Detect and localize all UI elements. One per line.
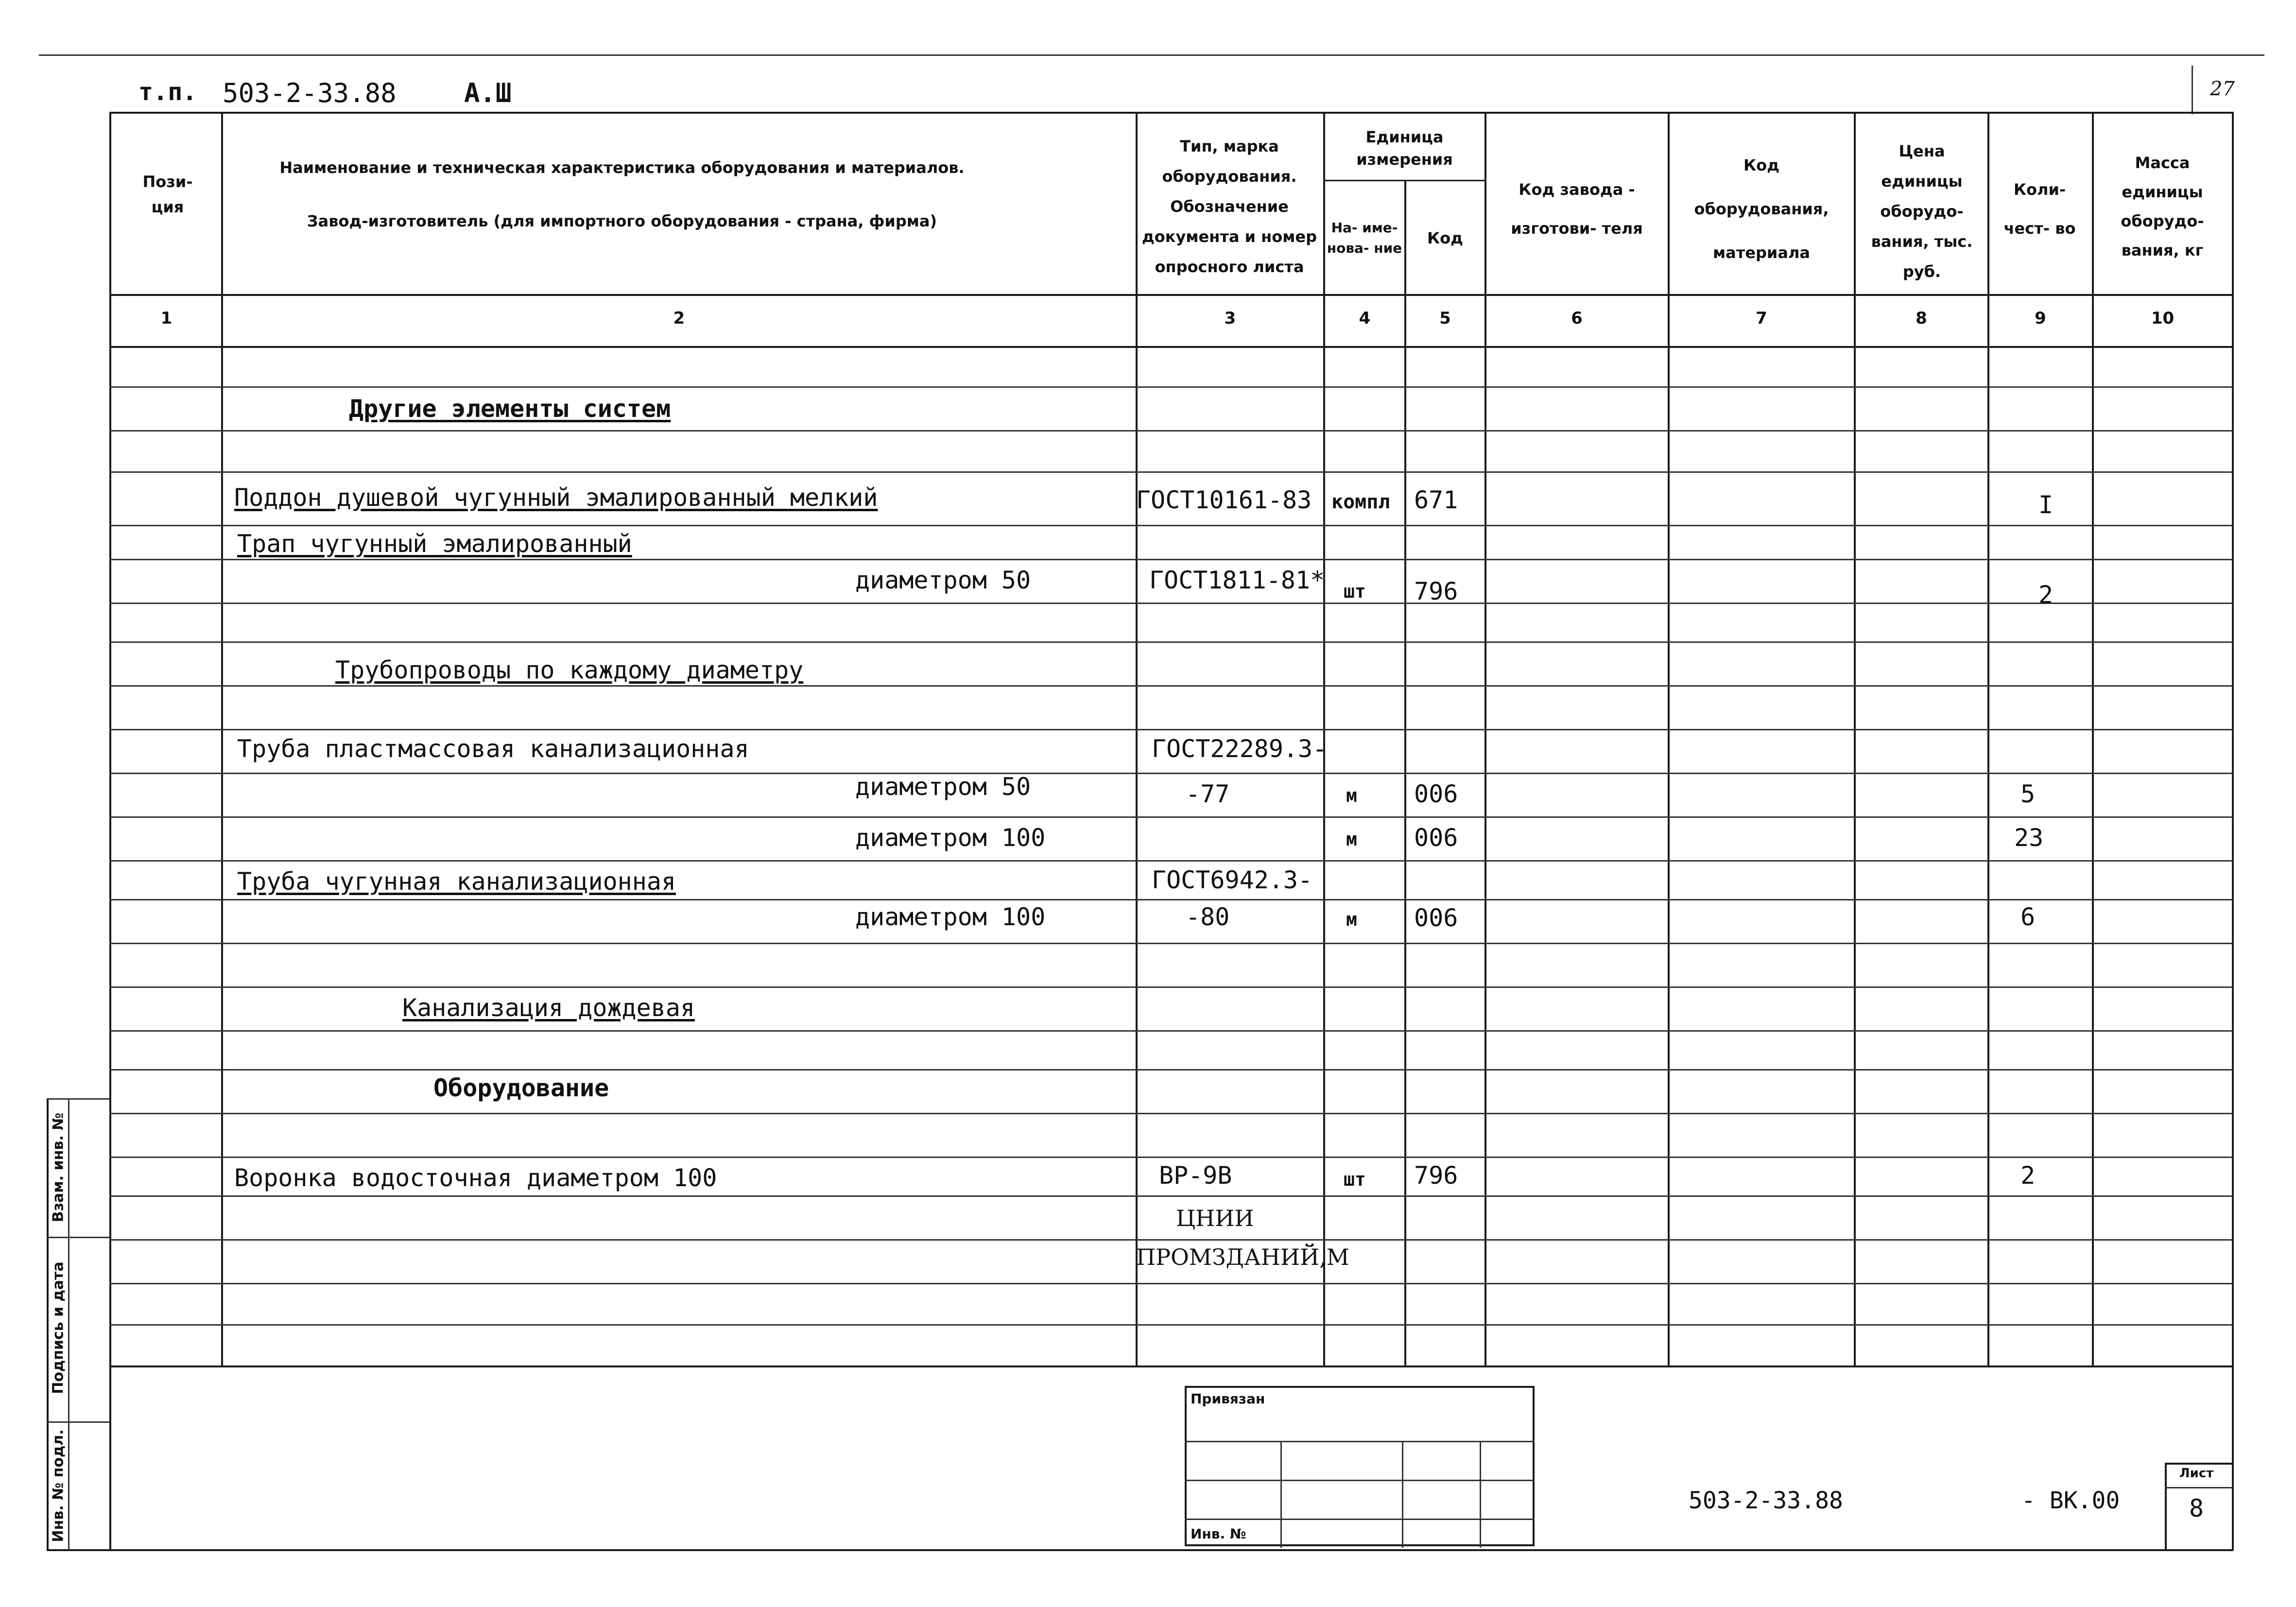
row-plastic-pipe-50-qty: 5 (2020, 780, 2036, 808)
row-drain-trap-sub: диаметром 50 (855, 566, 1031, 594)
row-cast-iron-pipe-type2: -80 (1186, 903, 1230, 931)
col-num-10: 10 (2151, 309, 2175, 328)
col-4-header: На- име- нова- ние (1327, 220, 1402, 256)
row-roof-funnel-type-line2: ЦНИИ (1176, 1205, 1254, 1231)
col-num-5: 5 (1439, 309, 1451, 328)
doc-prefix: т.п. (138, 78, 197, 106)
stamp-sheet-code: - ВК.00 (2021, 1487, 2120, 1514)
section-title-storm-sewer: Канализация дождевая (402, 994, 695, 1022)
row-drain-trap-unit: шт (1344, 581, 1366, 602)
row-plastic-pipe-50-type: -77 (1186, 780, 1230, 808)
row-plastic-pipe-50-unit: м (1346, 785, 1357, 806)
row-drain-trap-qty: 2 (2038, 581, 2054, 609)
row-plastic-pipe-100-unit: м (1346, 829, 1357, 850)
stamp-privyazan: Привязан (1191, 1391, 1265, 1407)
album-label: А.Ш (464, 78, 512, 108)
col-num-8: 8 (1916, 309, 1927, 328)
stamp-list-label: Лист (2179, 1466, 2214, 1481)
col-7-header: Код оборудования, материала (1694, 156, 1829, 262)
row-cast-iron-pipe-sub: диаметром 100 (855, 903, 1046, 931)
row-shower-tray-name: Поддон душевой чугунный эмалированный мелкий (234, 484, 878, 512)
col-num-9: 9 (2035, 309, 2046, 328)
side-label-podpis: Подпись и дата (50, 1261, 67, 1394)
stamp-list-number: 8 (2189, 1494, 2204, 1522)
unit-group-header: Единица измерения (1356, 128, 1453, 169)
stamp-inv-no: Инв. № (1191, 1526, 1246, 1542)
row-plastic-pipe-100-sub: диаметром 100 (855, 824, 1046, 852)
row-roof-funnel-code: 796 (1414, 1161, 1458, 1190)
col-1-header: Пози- ция (142, 173, 193, 216)
side-label-vzam: Взам. инв. № (50, 1112, 67, 1223)
col-10-header: Масса единицы оборудо- вания, кг (2121, 154, 2204, 259)
row-plastic-pipe-100-qty: 23 (2014, 824, 2044, 852)
row-roof-funnel-qty: 2 (2020, 1161, 2036, 1190)
row-roof-funnel-unit: шт (1344, 1169, 1366, 1190)
section-title-pipelines: Трубопроводы по каждому диаметру (335, 656, 804, 684)
row-cast-iron-pipe-type: ГОСТ6942.3- (1152, 866, 1313, 894)
page-corner-number: 27 (2210, 78, 2235, 100)
col-8-header: Цена единицы оборудо- вания, тыс. руб. (1871, 142, 1973, 281)
row-roof-funnel-type-line3: ПРОМЗДАНИЙ,М (1136, 1244, 1349, 1270)
col-num-6: 6 (1571, 309, 1583, 328)
row-shower-tray-qty: I (2038, 491, 2054, 519)
row-plastic-pipe-50-code: 006 (1414, 780, 1458, 808)
row-roof-funnel-type: ВР-9В (1159, 1161, 1232, 1190)
col-5-header: Код (1427, 229, 1463, 247)
row-drain-trap-type: ГОСТ1811-81* (1149, 566, 1325, 594)
row-plastic-pipe-100-code: 006 (1414, 824, 1458, 852)
col-num-1: 1 (160, 309, 173, 328)
row-shower-tray-unit: компл (1331, 491, 1390, 513)
side-label-inv: Инв. № подл. (50, 1429, 67, 1542)
col-2-header: Наименование и техническая характеристика оборудования и материалов. Завод-изготовитель (для импортного оборудования - страна, фирма) (279, 158, 965, 230)
col-num-4: 4 (1359, 309, 1371, 328)
row-roof-funnel-name: Воронка водосточная диаметром 100 (234, 1164, 717, 1192)
section-title-other-elements: Другие элементы систем (349, 395, 671, 423)
stamp-doc-code: 503-2-33.88 (1689, 1487, 1843, 1514)
row-plastic-pipe-type: ГОСТ22289.3- (1152, 735, 1328, 763)
col-9-header: Коли- чест- во (2003, 180, 2076, 238)
row-shower-tray-type: ГОСТ10161-83 (1136, 486, 1312, 514)
row-drain-trap-code: 796 (1414, 577, 1458, 605)
row-cast-iron-pipe-unit: м (1346, 909, 1357, 930)
row-cast-iron-pipe-code: 006 (1414, 904, 1458, 932)
row-cast-iron-pipe-qty: 6 (2020, 903, 2036, 931)
row-cast-iron-pipe-name: Труба чугунная канализационная (237, 867, 676, 896)
row-shower-tray-code: 671 (1414, 486, 1458, 514)
col-6-header: Код завода - изготови- теля (1511, 180, 1643, 238)
col-num-2: 2 (673, 309, 685, 328)
section-title-equipment: Оборудование (433, 1074, 609, 1102)
col-num-3: 3 (1224, 309, 1236, 328)
row-plastic-pipe-50-sub: диаметром 50 (855, 773, 1031, 801)
doc-number: 503-2-33.88 (223, 78, 397, 108)
row-plastic-pipe-name: Труба пластмассовая канализационная (237, 735, 749, 763)
col-3-header: Тип, марка оборудования. Обозначение документа и номер опросного листа (1141, 137, 1317, 276)
row-drain-trap-name: Трап чугунный эмалированный (237, 530, 632, 558)
col-num-7: 7 (1756, 309, 1767, 328)
